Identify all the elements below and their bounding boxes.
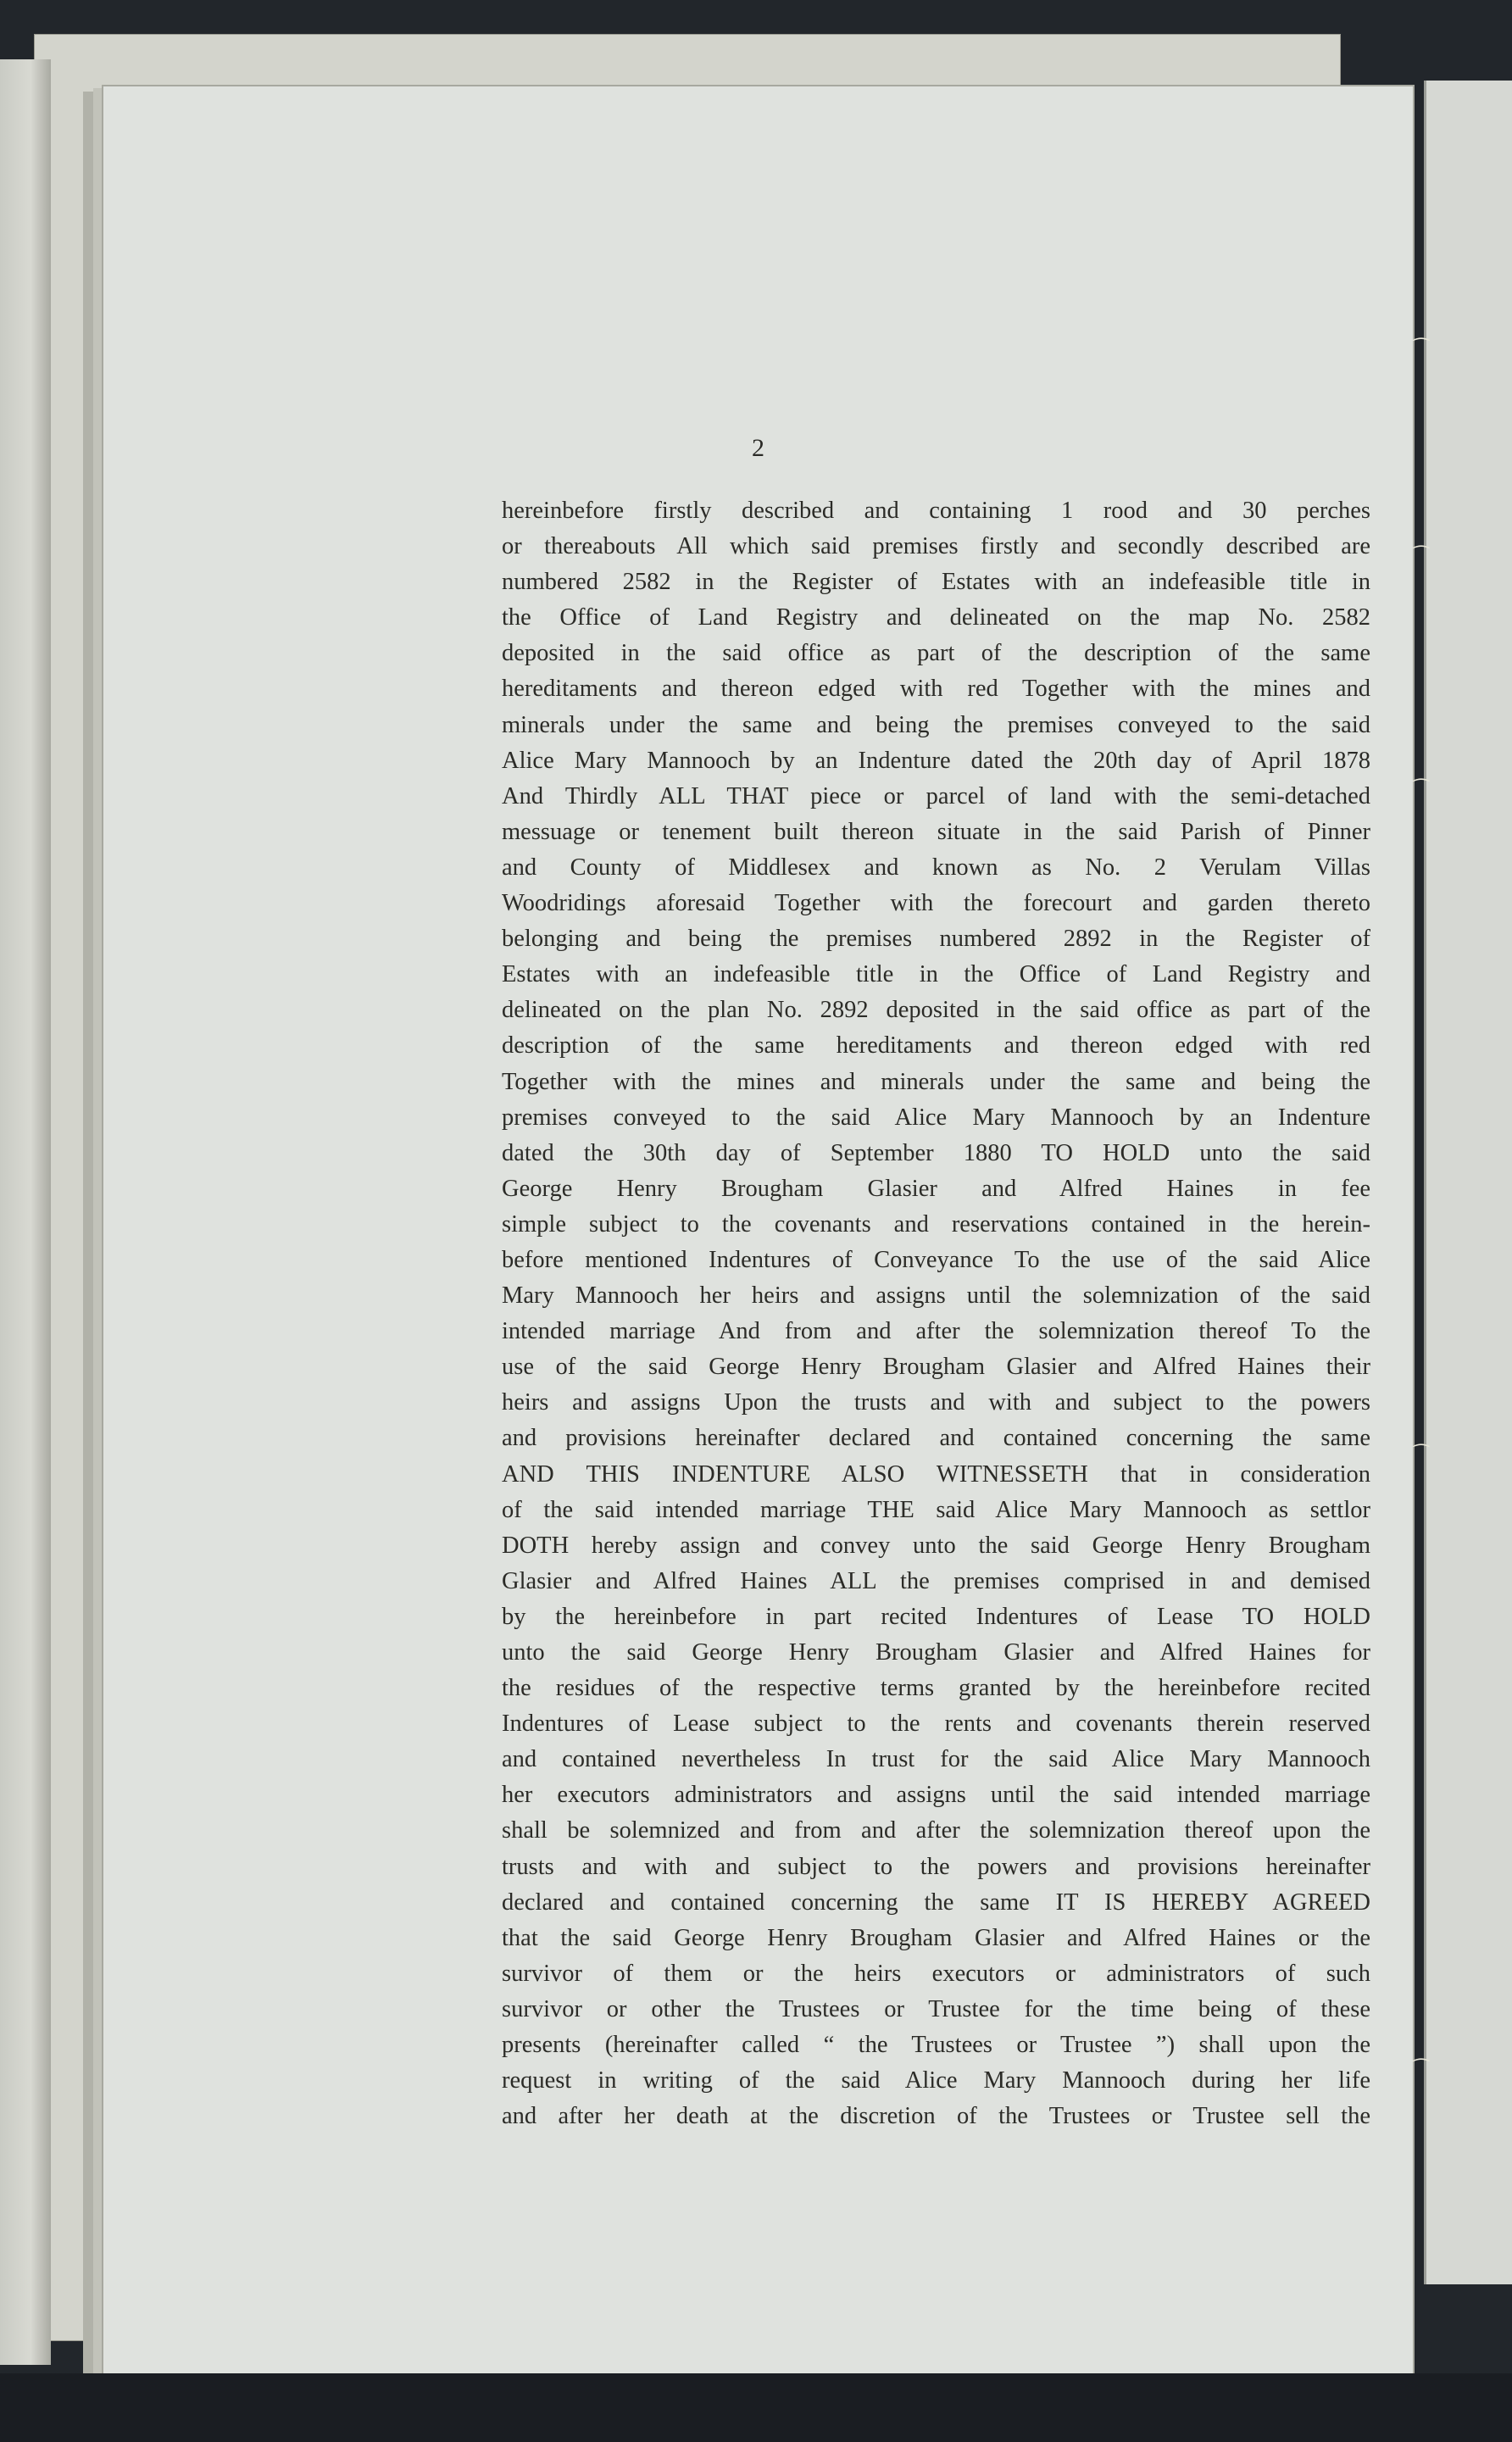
text-line: and County of Middlesex and known as No. 2 Verulam Villas xyxy=(502,854,1370,881)
text-line: survivor of them or the heirs executors or administrators of such xyxy=(502,1960,1370,1987)
text-line: description of the same hereditaments and thereon edged with red xyxy=(502,1032,1370,1060)
text-line: premises conveyed to the said Alice Mary Mannooch by an Indenture xyxy=(502,1104,1370,1131)
text-line: hereditaments and thereon edged with red Together with the mines and xyxy=(502,676,1370,703)
text-line: or thereabouts All which said premises firstly and secondly described are xyxy=(502,533,1370,560)
text-line: AND THIS INDENTURE ALSO WITNESSETH that in consideration xyxy=(502,1460,1370,1488)
binding-string-mark: ⁀ xyxy=(1414,780,1429,801)
page-number: 2 xyxy=(752,434,764,462)
text-line: and provisions hereinafter declared and contained concerning the same xyxy=(502,1425,1370,1452)
text-line: request in writing of the said Alice Mary Mannooch during her life xyxy=(502,2067,1370,2094)
text-line: trusts and with and subject to the powers and provisions hereinafter xyxy=(502,1853,1370,1880)
text-line: numbered 2582 in the Register of Estates with an indefeasible title in xyxy=(502,569,1370,596)
body-text xyxy=(502,493,1370,2134)
text-line: belonging and being the premises numbered 2892 in the Register of xyxy=(502,926,1370,953)
text-line: intended marriage And from and after the solemnization thereof To the xyxy=(502,1318,1370,1345)
text-line: messuage or tenement built thereon situate in the said Parish of Pinner xyxy=(502,818,1370,845)
text-line: presents (hereinafter called “ the Trustees or Trustee ”) shall upon the xyxy=(502,2032,1370,2059)
text-line: Mary Mannooch her heirs and assigns until the solemnization of the said xyxy=(502,1282,1370,1310)
text-line: survivor or other the Trustees or Trustee for the time being of these xyxy=(502,1995,1370,2022)
text-line: And Thirdly ALL THAT piece or parcel of land with the semi-detached xyxy=(502,782,1370,809)
text-line: the Office of Land Registry and delineated on the map No. 2582 xyxy=(502,604,1370,631)
text-line: Estates with an indefeasible title in the Office of Land Registry and xyxy=(502,961,1370,988)
text-line: minerals under the same and being the premises conveyed to the said xyxy=(502,711,1370,738)
text-line: delineated on the plan No. 2892 deposited in the said office as part of the xyxy=(502,997,1370,1024)
text-line: her executors administrators and assigns until the said intended marriage xyxy=(502,1782,1370,1809)
scan-background-strip xyxy=(0,2373,1512,2442)
left-page-stack xyxy=(0,59,51,2365)
text-line: dated the 30th day of September 1880 TO HOLD unto the said xyxy=(502,1139,1370,1166)
text-line: declared and contained concerning the same IT IS HEREBY AGREED xyxy=(502,1889,1370,1916)
text-line: deposited in the said office as part of the description of the same xyxy=(502,640,1370,667)
text-line: unto the said George Henry Brougham Glasier and Alfred Haines for xyxy=(502,1639,1370,1666)
text-line: that the said George Henry Brougham Glasier and Alfred Haines or the xyxy=(502,1924,1370,1951)
text-line: Woodridings aforesaid Together with the forecourt and garden thereto xyxy=(502,890,1370,917)
text-line: Indentures of Lease subject to the rents and covenants therein reserved xyxy=(502,1711,1370,1738)
text-line: and after her death at the discretion of the Trustees or Trustee sell the xyxy=(502,2103,1370,2130)
text-line: by the hereinbefore in part recited Indentures of Lease TO HOLD xyxy=(502,1603,1370,1630)
facing-page-edge xyxy=(1424,81,1512,2284)
text-line: Together with the mines and minerals under the same and being the xyxy=(502,1068,1370,1095)
text-line: and contained nevertheless In trust for the said Alice Mary Mannooch xyxy=(502,1746,1370,1773)
binding-string-mark: ⁀ xyxy=(1414,1445,1429,1466)
text-line: Glasier and Alfred Haines ALL the premises comprised in and demised xyxy=(502,1567,1370,1594)
text-line: of the said intended marriage THE said Alice Mary Mannooch as settlor xyxy=(502,1496,1370,1523)
text-line: heirs and assigns Upon the trusts and with and subject to the powers xyxy=(502,1389,1370,1416)
text-line: DOTH hereby assign and convey unto the said George Henry Brougham xyxy=(502,1532,1370,1559)
text-line: the residues of the respective terms granted by the hereinbefore recited xyxy=(502,1675,1370,1702)
document-page xyxy=(102,85,1415,2381)
binding-string-mark: ⁀ xyxy=(1414,547,1429,568)
text-line: before mentioned Indentures of Conveyance To the use of the said Alice xyxy=(502,1246,1370,1273)
text-line: hereinbefore firstly described and containing 1 rood and 30 perches xyxy=(502,498,1370,524)
text-line: simple subject to the covenants and reservations contained in the herein- xyxy=(502,1210,1370,1238)
binding-string-mark: ⁀ xyxy=(1414,339,1429,360)
text-line: use of the said George Henry Brougham Glasier and Alfred Haines their xyxy=(502,1354,1370,1381)
text-line: shall be solemnized and from and after the solemnization thereof upon the xyxy=(502,1817,1370,1844)
text-line: George Henry Brougham Glasier and Alfred Haines in fee xyxy=(502,1175,1370,1202)
binding-string-mark: ⁀ xyxy=(1414,2060,1429,2081)
text-line: Alice Mary Mannooch by an Indenture dated the 20th day of April 1878 xyxy=(502,747,1370,774)
